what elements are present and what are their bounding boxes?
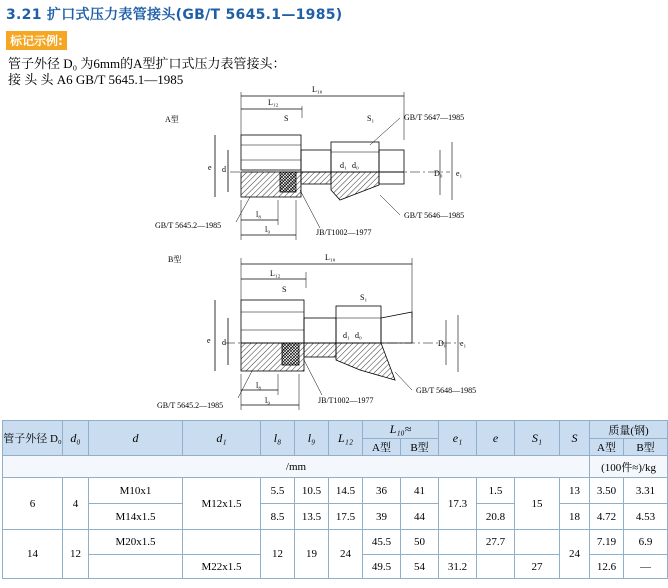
label-d1-b: d₁ <box>343 331 350 340</box>
table-row: 6 4 M10x1 M12x1.5 5.5 10.5 14.5 36 41 17.3 1.5 15 13 3.50 3.31 <box>3 478 668 504</box>
col-l9: l₉ <box>295 421 329 456</box>
type-b-drawing <box>157 253 476 410</box>
col-mass-a: A型 <box>590 439 624 456</box>
label-d0-a: D₀ <box>434 169 443 178</box>
col-s: S <box>560 421 590 456</box>
units-kg: (100件≈)/kg <box>590 456 668 478</box>
col-l10: L₁₀≈ <box>363 421 439 439</box>
table-row: M22x1.5 49.5 54 31.2 27 12.6 — <box>3 555 668 579</box>
dim-l10-b: L₁₀ <box>325 253 336 262</box>
col-d0-inner: d₀ <box>63 421 89 456</box>
label-s-b: S <box>282 285 287 294</box>
dim-l10: L₁₀ <box>312 85 323 94</box>
type-a-label: A型 <box>165 115 179 124</box>
label-s1: S₁ <box>367 114 375 123</box>
label-d-b: d <box>222 338 226 347</box>
col-l12: L₁₂ <box>329 421 363 456</box>
dim-l9-a: l₉ <box>265 225 271 234</box>
label-e-a: e₁ <box>456 169 463 178</box>
label-e1-a: e <box>208 163 212 172</box>
label-s1-b: S₁ <box>360 293 368 302</box>
dim-l8-b: l₈ <box>256 381 262 390</box>
col-e: e <box>477 421 515 456</box>
col-l10-a: A型 <box>363 439 401 456</box>
std-ref-gbt5645-2-b: GB/T 5645.2—1985 <box>157 401 224 410</box>
col-l10-b: B型 <box>401 439 439 456</box>
units-mm: /mm <box>3 456 590 478</box>
label-s: S <box>284 114 289 123</box>
label-d0-b: D₀ <box>438 339 447 348</box>
example-marking: 接 头 头 A6 GB/T 5645.1—1985 <box>8 72 184 87</box>
page-title: 3.21 扩口式压力表管接头(GB/T 5645.1—1985) <box>6 7 343 23</box>
dim-l8-a: l₈ <box>256 210 262 219</box>
col-mass: 质量(钢) <box>590 421 668 439</box>
label-d0b-b: d₀ <box>355 331 362 340</box>
type-b-label: B型 <box>168 255 182 264</box>
label-d1-a: d₁ <box>340 161 347 170</box>
std-ref-gbt5648: GB/T 5648—1985 <box>416 386 477 395</box>
label-d0b-a: d₀ <box>352 161 359 170</box>
col-d1: d₁ <box>183 421 261 456</box>
example-description: 管子外径 D₀ 为6mm的A型扩口式压力表管接头： <box>8 56 286 71</box>
marking-example-tag: 标记示例: <box>6 31 67 50</box>
type-a-drawing <box>155 85 464 240</box>
label-e1-b: e <box>207 336 211 345</box>
technical-drawing <box>0 80 650 420</box>
label-d-a: d <box>222 165 226 174</box>
dim-l12: L₁₂ <box>268 98 279 107</box>
std-ref-jbt1002-a: JB/T1002—1977 <box>316 228 372 237</box>
std-ref-gbt5647: GB/T 5647—1985 <box>404 113 465 122</box>
dim-l9-b: l₉ <box>265 396 271 405</box>
std-ref-gbt5645-2-a: GB/T 5645.2—1985 <box>155 221 222 230</box>
std-ref-gbt5646: GB/T 5646—1985 <box>404 211 465 220</box>
col-d0: 管子外径 D₀ <box>3 421 63 456</box>
col-d: d <box>89 421 183 456</box>
col-s1: S₁ <box>515 421 560 456</box>
col-l8: l₈ <box>261 421 295 456</box>
std-ref-jbt1002-b: JB/T1002—1977 <box>318 396 374 405</box>
col-e1: e₁ <box>439 421 477 456</box>
col-mass-b: B型 <box>624 439 668 456</box>
label-e-b: e₁ <box>460 339 467 348</box>
dim-l12-b: L₁₂ <box>270 269 281 278</box>
table-row: 14 12 M20x1.5 12 19 24 45.5 50 27.7 24 7.19 6.9 <box>3 530 668 555</box>
spec-table <box>2 420 668 579</box>
table-row: M14x1.5 8.5 13.5 17.5 39 44 20.8 18 4.72 4.53 <box>3 504 668 530</box>
